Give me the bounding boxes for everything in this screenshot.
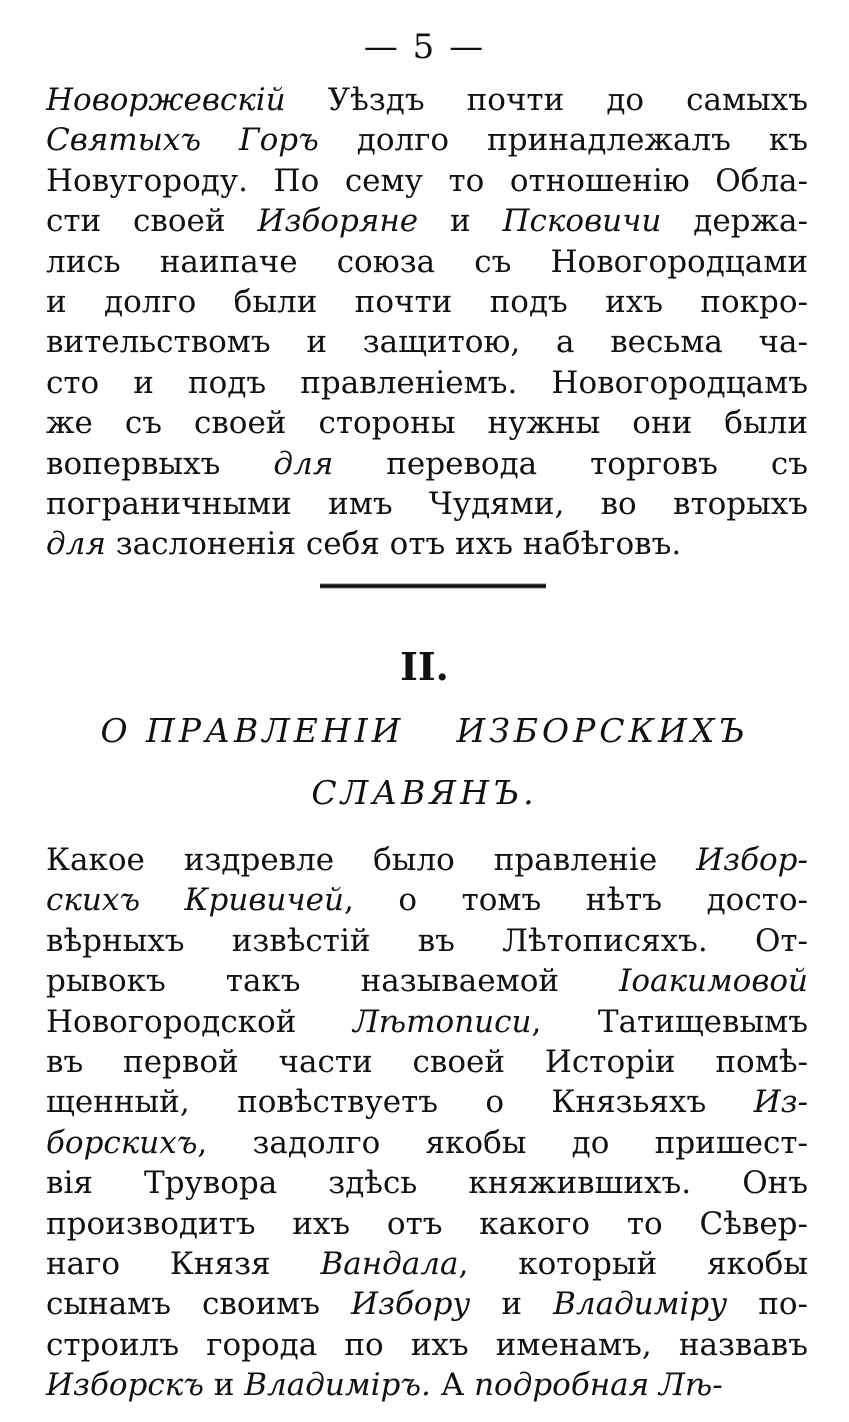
text-run: , который якобы — [458, 1245, 809, 1282]
text-line — [46, 1082, 808, 1122]
text-line — [46, 363, 808, 403]
text-run: сто и подъ правленіемъ. Новогородцамъ — [46, 364, 808, 401]
italic-text-run: борскихъ — [46, 1124, 198, 1161]
text-line — [46, 961, 808, 1001]
text-line — [46, 840, 808, 880]
italic-text-run: Святыхъ Горъ — [46, 122, 319, 159]
text-line — [46, 282, 808, 322]
text-run: , Татищевымъ — [531, 1003, 808, 1040]
text-run: Какое издревле было правленіе — [46, 842, 697, 878]
section-title-line-2: СЛАВЯНЪ. — [311, 773, 538, 812]
text-run: , задолго якобы до пришест- — [197, 1124, 808, 1161]
text-run: держа- — [661, 203, 808, 240]
section-divider — [320, 583, 546, 589]
text-run: наго Князя — [46, 1245, 321, 1282]
italic-text-run: для — [273, 445, 334, 482]
section-numeral: II. — [400, 644, 449, 689]
text-line — [46, 1163, 808, 1203]
text-run: производитъ ихъ отъ какого то Сѣвер- — [46, 1205, 808, 1242]
text-line — [46, 1325, 808, 1365]
section-title-line-1 — [0, 706, 849, 756]
text-run: и — [203, 1367, 245, 1404]
text-line — [46, 880, 808, 920]
page-number: — 5 — — [363, 27, 486, 67]
text-line — [46, 80, 808, 120]
text-run: рывокъ такъ называемой — [46, 963, 620, 1000]
text-line — [46, 161, 808, 201]
text-line — [46, 1204, 808, 1244]
text-run: заслоненія себя отъ ихъ набѣговъ. — [105, 526, 682, 563]
italic-text-run: подробная Лѣ- — [474, 1367, 723, 1404]
text-run: лись наипаче союза съ Новогородцами — [46, 243, 808, 280]
italic-text-run: Іоакимовой — [619, 963, 808, 1000]
text-run: сынамъ своимъ — [46, 1286, 352, 1323]
text-line — [46, 1244, 808, 1284]
text-line — [46, 120, 808, 160]
italic-text-run: Изборяне — [257, 203, 419, 240]
text-run: Уѣздъ почти до самыхъ — [285, 82, 808, 118]
italic-text-run: Владиміру — [553, 1286, 728, 1323]
italic-text-run: Новоржевскій — [46, 82, 286, 118]
text-run: , о томъ нѣтъ досто- — [343, 882, 808, 919]
paragraph-governance — [46, 840, 808, 1405]
italic-text-run: Избору — [351, 1286, 471, 1323]
text-run: пограничными имъ Чудями, во вторыхъ — [46, 485, 808, 522]
text-line — [46, 921, 808, 961]
text-run: и долго были почти подъ ихъ покро- — [46, 283, 808, 320]
text-line — [46, 1042, 808, 1082]
italic-text-run: Из- — [753, 1084, 808, 1121]
text-run: вопервыхъ — [46, 445, 274, 482]
text-run: Новогородской — [46, 1003, 353, 1040]
text-run: вѣрныхъ извѣстій въ Лѣтописяхъ. От- — [46, 922, 808, 959]
text-line — [46, 403, 808, 443]
italic-text-run: для — [46, 526, 106, 563]
text-run: по- — [727, 1286, 809, 1323]
italic-text-run: Псковичи — [502, 203, 662, 240]
text-run: и — [470, 1286, 554, 1323]
text-run: долго принадлежалъ къ — [318, 122, 808, 159]
text-line — [46, 1284, 808, 1324]
text-run: А — [430, 1367, 475, 1404]
text-run: строилъ города по ихъ именамъ, назвавъ — [46, 1326, 808, 1363]
text-run: сти своей — [46, 203, 258, 240]
text-run: вія Трувора здѣсь княжившихъ. Онъ — [46, 1165, 808, 1202]
text-line — [46, 444, 808, 484]
section-title-word-1: О ПРАВЛЕНІИ — [100, 711, 405, 750]
section-title-word-2: ИЗБОРСКИХЪ — [456, 711, 749, 750]
text-run: Новугороду. По сему то отношенію Обла- — [46, 162, 808, 199]
italic-text-run: Вандала — [320, 1245, 459, 1282]
text-run: и — [418, 203, 503, 240]
text-run: въ первой части своей Исторіи помѣ- — [46, 1043, 808, 1080]
italic-text-run: Владиміръ. — [244, 1367, 431, 1404]
text-run: вительствомъ и защитою, а весьма ча- — [46, 324, 808, 361]
text-line — [46, 484, 808, 524]
italic-text-run: Лѣтописи — [352, 1003, 532, 1040]
text-line — [46, 201, 808, 241]
italic-text-run: Изборскъ — [46, 1367, 204, 1404]
italic-text-run: Избор- — [696, 842, 808, 878]
text-run: перевода торговъ съ — [333, 445, 808, 482]
italic-text-run: скихъ Кривичей — [46, 882, 344, 919]
text-line — [46, 1365, 808, 1405]
text-run: щенный, повѣствуетъ о Князьяхъ — [46, 1084, 754, 1121]
text-line — [46, 524, 808, 564]
paragraph-intro — [46, 80, 808, 565]
text-line — [46, 242, 808, 282]
text-line — [46, 1002, 808, 1042]
text-line — [46, 322, 808, 362]
text-line — [46, 1123, 808, 1163]
text-run: же съ своей стороны нужны они были — [46, 405, 808, 442]
